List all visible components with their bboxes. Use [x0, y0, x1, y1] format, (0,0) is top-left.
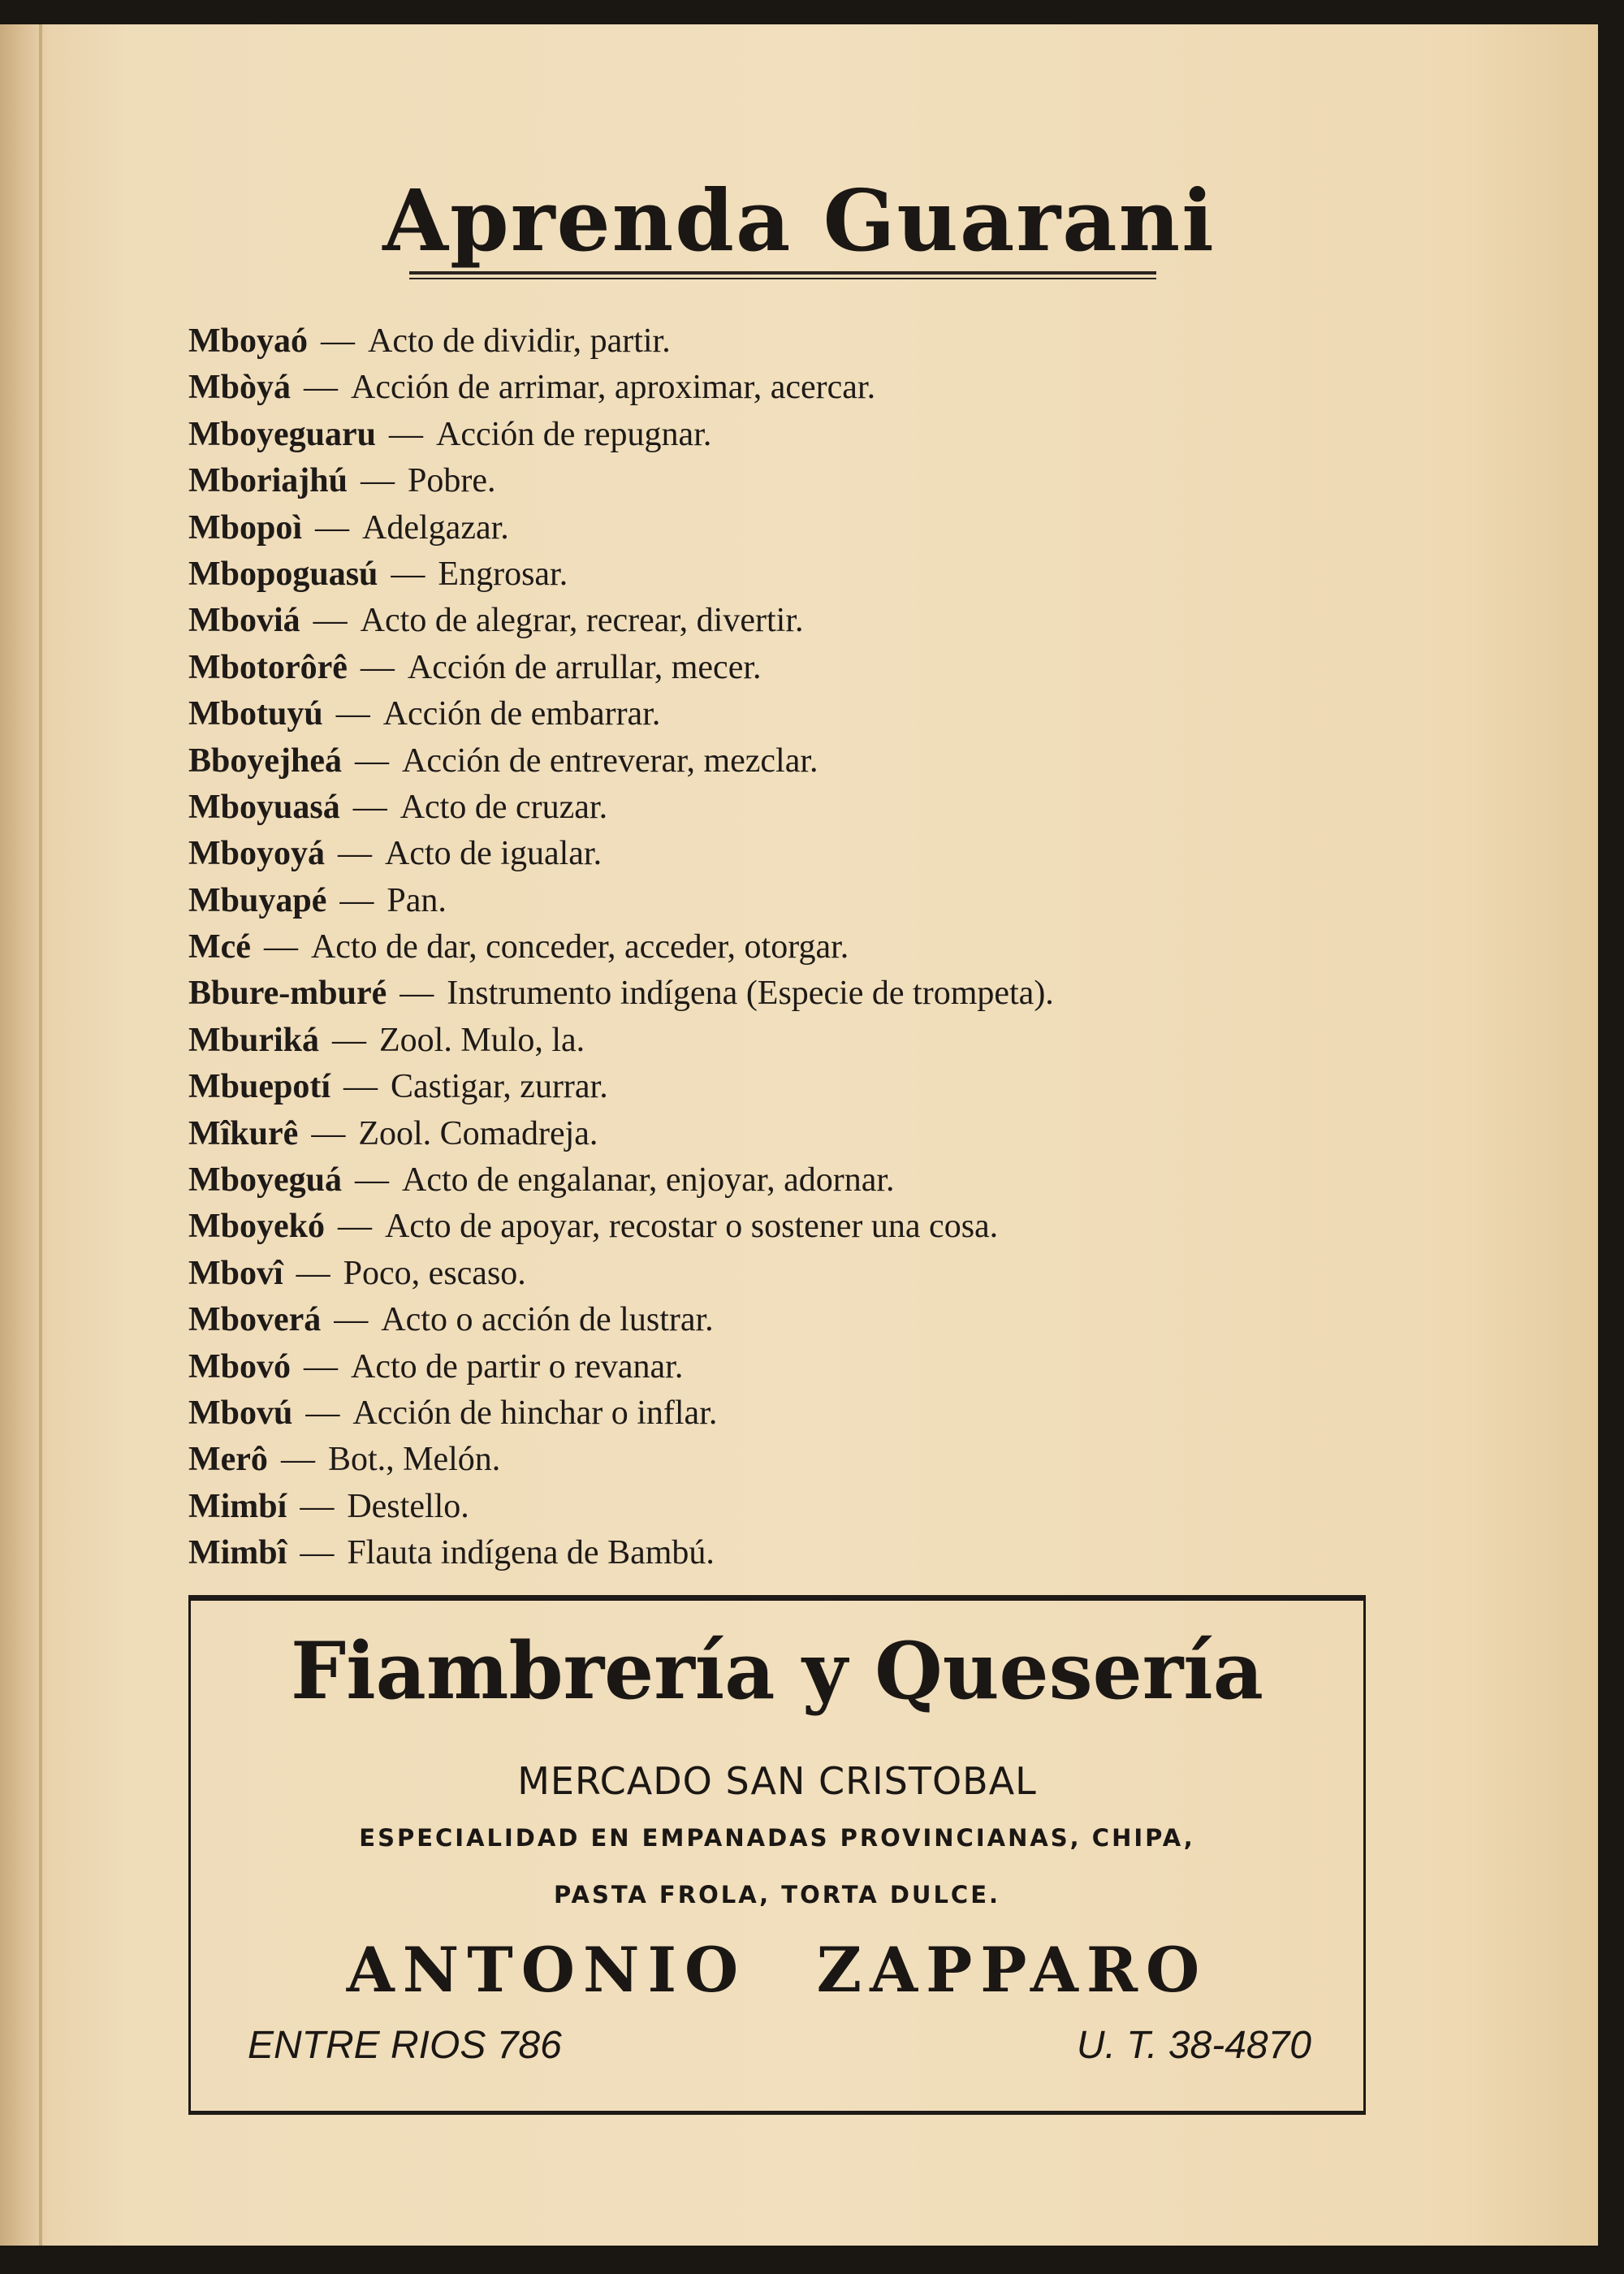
glossary-entry [188, 1111, 1054, 1157]
entry-dash: — [360, 648, 395, 686]
entry-definition: Acto de engalanar, enjoyar, adornar. [402, 1161, 895, 1200]
entry-term: Mbòyá [188, 369, 291, 407]
page-title: Aprenda Guarani [382, 171, 1216, 270]
entry-term: Mbopoì [188, 508, 303, 547]
entry-term: Bbure-mburé [188, 975, 387, 1013]
entry-dash: — [263, 928, 298, 966]
entry-term: Mbovó [188, 1347, 291, 1386]
glossary-list [188, 318, 1054, 1577]
entry-dash: — [338, 835, 372, 873]
glossary-entry [188, 738, 1054, 785]
entry-dash: — [311, 1114, 346, 1152]
entry-term: Bboyejheá [188, 741, 342, 780]
entry-term: Mboyekó [188, 1208, 325, 1246]
entry-dash: — [305, 1394, 340, 1432]
entry-dash: — [321, 322, 355, 360]
entry-term: Mcé [188, 928, 251, 966]
entry-definition: Acto de dar, conceder, acceder, otorgar. [310, 928, 849, 966]
entry-dash: — [361, 462, 395, 500]
entry-definition: Engrosar. [438, 555, 568, 593]
entry-definition: Acto de apoyar, recostar o sostener una cosa. [385, 1208, 999, 1246]
entry-dash: — [304, 1347, 338, 1386]
glossary-entry [188, 1204, 1054, 1250]
entry-definition: Acción de repugnar. [436, 415, 712, 453]
entry-definition: Zool. Mulo, la. [379, 1021, 585, 1059]
glossary-entry [188, 1530, 1054, 1576]
entry-dash: — [391, 555, 425, 593]
entry-definition: Acción de embarrar. [382, 695, 661, 733]
entry-dash: — [400, 975, 434, 1013]
glossary-entry [188, 365, 1054, 411]
entry-term: Mboyaó [188, 322, 308, 360]
glossary-entry [188, 1344, 1054, 1390]
entry-term: Mbopoguasú [188, 555, 378, 593]
glossary-entry [188, 831, 1054, 877]
entry-term: Mîkurê [188, 1114, 299, 1152]
title-rule-bottom [409, 278, 1156, 279]
glossary-entry [188, 645, 1054, 691]
entry-definition: Acción de arrullar, mecer. [407, 648, 762, 686]
entry-term: Mboviá [188, 602, 300, 640]
entry-definition: Destello. [347, 1487, 469, 1525]
entry-dash: — [304, 369, 338, 407]
entry-definition: Acto de partir o revanar. [351, 1347, 684, 1386]
entry-term: Mbuepotí [188, 1068, 331, 1106]
glossary-entry [188, 924, 1054, 971]
glossary-entry [188, 1437, 1054, 1483]
entry-term: Mbotuyú [188, 695, 323, 733]
entry-definition: Acción de hinchar o inflar. [352, 1394, 718, 1432]
glossary-entry [188, 412, 1054, 458]
entry-definition: Zool. Comadreja. [358, 1114, 598, 1152]
entry-dash: — [355, 741, 389, 780]
entry-term: Mimbí [188, 1487, 287, 1525]
owner-name: ANTONIO ZAPPARO [346, 1934, 1208, 2006]
entry-term: Mbovú [188, 1394, 293, 1432]
entry-definition: Castigar, zurrar. [391, 1068, 608, 1106]
address: ENTRE RIOS 786 [248, 2024, 562, 2067]
glossary-entry [188, 691, 1054, 737]
entry-dash: — [315, 508, 350, 547]
glossary-entry [188, 1064, 1054, 1110]
entry-definition: Pan. [387, 881, 447, 919]
entry-dash: — [338, 1208, 372, 1246]
entry-term: Mbotorôrê [188, 648, 348, 686]
entry-dash: — [313, 602, 348, 640]
entry-term: Mboriajhú [188, 462, 348, 500]
entry-dash: — [296, 1254, 330, 1292]
glossary-entry [188, 598, 1054, 644]
entry-dash: — [332, 1021, 367, 1059]
entry-term: Mboyuasá [188, 788, 340, 826]
entry-dash: — [339, 881, 374, 919]
glossary-entry [188, 878, 1054, 924]
entry-definition: Acción de arrimar, aproximar, acercar. [351, 369, 876, 407]
entry-dash: — [352, 788, 387, 826]
glossary-entry [188, 505, 1054, 551]
glossary-entry [188, 1484, 1054, 1530]
entry-definition: Instrumento indígena (Especie de trompeta). [447, 975, 1054, 1013]
market-name: MERCADO SAN CRISTOBAL [517, 1759, 1037, 1803]
entry-dash: — [343, 1068, 378, 1106]
glossary-entry [188, 458, 1054, 504]
entry-definition: Adelgazar. [362, 508, 509, 547]
entry-term: Mboyoyá [188, 835, 325, 873]
entry-term: Merô [188, 1441, 268, 1479]
glossary-entry [188, 1390, 1054, 1437]
entry-dash: — [300, 1487, 335, 1525]
glossary-entry [188, 318, 1054, 365]
specialty-line-2: PASTA FROLA, TORTA DULCE. [553, 1881, 1001, 1909]
entry-definition: Bot., Melón. [327, 1441, 501, 1479]
entry-dash: — [389, 415, 423, 453]
glossary-entry [188, 1251, 1054, 1297]
glossary-entry [188, 551, 1054, 598]
glossary-entry [188, 785, 1054, 831]
entry-term: Mimbî [188, 1534, 287, 1572]
entry-dash: — [355, 1161, 389, 1200]
phone: U. T. 38-4870 [1076, 2024, 1311, 2067]
entry-term: Mbuyapé [188, 881, 327, 919]
glossary-entry [188, 971, 1054, 1017]
entry-term: Mburiká [188, 1021, 320, 1059]
entry-term: Mboyeguaru [188, 415, 376, 453]
entry-term: Mbovî [188, 1254, 283, 1292]
entry-definition: Acto de cruzar. [400, 788, 608, 826]
glossary-entry [188, 1297, 1054, 1343]
entry-definition: Acto de dividir, partir. [368, 322, 671, 360]
entry-term: Mboverá [188, 1301, 322, 1339]
entry-dash: — [300, 1534, 335, 1572]
entry-definition: Pobre. [408, 462, 496, 500]
title-rule-top [409, 271, 1156, 275]
glossary-entry [188, 1157, 1054, 1204]
shop-name: Fiambrería y Quesería [291, 1625, 1263, 1717]
entry-term: Mboyeguá [188, 1161, 342, 1200]
entry-dash: — [280, 1441, 315, 1479]
entry-dash: — [335, 695, 370, 733]
entry-definition: Acto de alegrar, recrear, divertir. [360, 602, 804, 640]
specialty-line: ESPECIALIDAD EN EMPANADAS PROVINCIANAS, CHIPA, [359, 1824, 1195, 1852]
binding-edge [39, 24, 42, 2246]
advertisement-box [188, 1595, 1366, 2115]
entry-dash: — [334, 1301, 369, 1339]
entry-definition: Acto de igualar. [385, 835, 603, 873]
page [0, 24, 1598, 2246]
entry-definition: Poco, escaso. [343, 1254, 526, 1292]
entry-definition: Acción de entreverar, mezclar. [402, 741, 818, 780]
glossary-entry [188, 1018, 1054, 1064]
entry-definition: Acto o acción de lustrar. [381, 1301, 714, 1339]
entry-definition: Flauta indígena de Bambú. [347, 1534, 715, 1572]
